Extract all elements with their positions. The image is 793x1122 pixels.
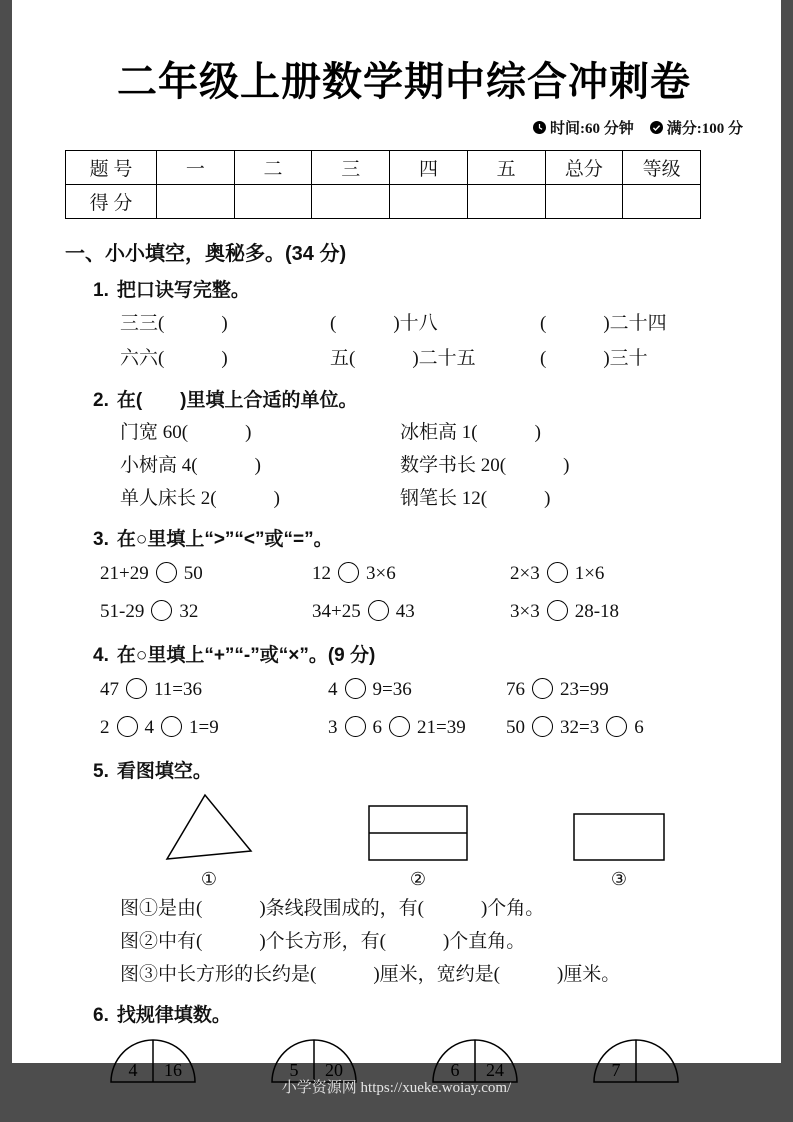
unit-blank-text: 单人床长 2( ) (120, 488, 280, 509)
figure-2-label: ② (409, 869, 427, 889)
part-a: 50 (506, 717, 525, 738)
left-expression: 51-29 (100, 601, 145, 622)
fill-blank-text: ( )十八 (330, 313, 438, 334)
left-expression: 76 (506, 679, 525, 700)
operator-item (100, 709, 328, 747)
part-c: 1=9 (189, 717, 219, 738)
right-expression: 50 (183, 563, 203, 584)
part-b: 6 (372, 717, 382, 738)
question-1 (65, 275, 743, 376)
question-text: 看图填空。 (116, 761, 212, 782)
part-b: 4 (144, 717, 154, 738)
question-5 (65, 756, 743, 991)
right-expression: 3×6 (366, 563, 396, 584)
footer (0, 1063, 793, 1122)
header-cell-grade: 等级 (623, 151, 701, 185)
section-1-heading: 一、小小填空，奥秘多。(34 分) (65, 243, 347, 265)
clock-icon (533, 121, 546, 134)
semicircle-left-value: 6 (450, 1060, 460, 1080)
q2-row-2 (120, 449, 743, 482)
score-table (65, 150, 701, 219)
header-cell-2: 二 (234, 151, 312, 185)
figure-3-label: ③ (610, 869, 628, 889)
left-expression: 12 (312, 563, 331, 584)
divided-rectangle-shape (368, 805, 468, 861)
semicircle-right-value: 20 (325, 1060, 343, 1080)
part-c: 21=39 (417, 717, 466, 738)
time-text: 时间:60 分钟 (550, 121, 634, 137)
unit-blank-text: 冰柜高 1( ) (400, 422, 541, 443)
q2-row-1 (120, 416, 743, 449)
q5-line-3: 图③中长方形的长约是( )厘米，宽约是( )厘米。 (120, 964, 621, 985)
question-5-stem (93, 756, 743, 783)
time-info (533, 117, 634, 138)
exam-sheet (12, 0, 781, 1080)
question-text: 把口诀写完整。 (116, 280, 250, 301)
left-expression: 3×3 (510, 601, 540, 622)
question-number: 1. (93, 280, 109, 301)
answer-circle (338, 562, 359, 583)
operator-item (328, 709, 506, 747)
full-score-info (650, 117, 743, 138)
question-number: 6. (93, 1005, 109, 1026)
rectangle-shape (573, 813, 665, 861)
score-table-header-row (66, 151, 701, 185)
part-a: 3 (328, 717, 338, 738)
check-icon (650, 121, 663, 134)
right-expression: 9=36 (372, 679, 412, 700)
header-cell-4: 四 (390, 151, 468, 185)
q5-line-2: 图②中有( )个长方形，有( )个直角。 (120, 931, 526, 952)
unit-blank-text: 数学书长 20( ) (400, 455, 570, 476)
right-expression: 32 (179, 601, 199, 622)
header-cell-5: 五 (467, 151, 545, 185)
operator-item (506, 709, 743, 747)
score-empty-cell (623, 185, 701, 219)
unit-blank-text: 钢笔长 12( ) (400, 488, 551, 509)
fill-blank-text: 三三( ) (120, 313, 228, 334)
semicircle-right-value: 16 (164, 1060, 182, 1080)
question-2-stem (93, 385, 743, 412)
q5-line-1: 图①是由( )条线段围成的，有( )个角。 (120, 898, 545, 919)
figure-1-label: ① (200, 869, 218, 889)
footer-text: 小学资源网 https://xueke.woiay.com/ (281, 1080, 512, 1096)
q2-row-3 (120, 482, 743, 515)
answer-circle (151, 600, 172, 621)
q3-row-2 (100, 593, 743, 631)
q4-row-1 (100, 671, 743, 709)
part-c: 6 (634, 717, 644, 738)
question-4 (65, 640, 743, 747)
operator-circle (345, 678, 366, 699)
question-text: 找规律填数。 (116, 1005, 231, 1026)
header-cell-1: 一 (157, 151, 235, 185)
header-cell-total: 总分 (545, 151, 623, 185)
question-number: 4. (93, 645, 109, 666)
question-2 (65, 385, 743, 515)
operator-item (328, 671, 506, 709)
left-expression: 4 (328, 679, 338, 700)
left-expression: 34+25 (312, 601, 361, 622)
comparison-item (510, 593, 743, 631)
answer-circle (156, 562, 177, 583)
left-expression: 47 (100, 679, 119, 700)
operator-circle (389, 716, 410, 737)
q1-line-2 (120, 341, 743, 376)
operator-circle (126, 678, 147, 699)
unit-blank-text: 门宽 60( ) (120, 422, 252, 443)
answer-circle (547, 600, 568, 621)
semicircle-left-value: 7 (611, 1060, 621, 1080)
fill-blank-text: ( )三十 (540, 348, 648, 369)
question-3-stem (93, 524, 743, 551)
score-row (66, 185, 701, 219)
question-text: 在○里填上“>”“<”或“=”。 (116, 529, 333, 550)
figure-1 (165, 793, 253, 890)
full-score-text: 满分:100 分 (666, 121, 743, 137)
operator-circle (532, 678, 553, 699)
question-number: 3. (93, 529, 109, 550)
semicircle-right-value: 24 (486, 1060, 504, 1080)
q5-figures (165, 793, 743, 890)
figure-3 (573, 813, 665, 890)
left-expression: 2×3 (510, 563, 540, 584)
question-text: 在○里填上“+”“-”或“×”。(9 分) (116, 645, 376, 666)
operator-item (100, 671, 328, 709)
q3-row-1 (100, 555, 743, 593)
right-expression: 23=99 (560, 679, 609, 700)
comparison-item (510, 555, 743, 593)
comparison-item (100, 555, 312, 593)
operator-item (506, 671, 743, 709)
semicircle-left-value: 5 (289, 1060, 299, 1080)
header-cell-3: 三 (312, 151, 390, 185)
part-b: 32=3 (560, 717, 600, 738)
right-expression: 28-18 (574, 601, 620, 622)
exam-meta (65, 117, 743, 138)
question-number: 5. (93, 761, 109, 782)
right-expression: 11=36 (154, 679, 203, 700)
comparison-item (312, 555, 510, 593)
answer-circle (368, 600, 389, 621)
comparison-item (100, 593, 312, 631)
semicircle-left-value: 4 (128, 1060, 138, 1080)
figure-2 (368, 805, 468, 890)
question-4-stem (93, 640, 743, 667)
operator-circle (345, 716, 366, 737)
q5-answer-lines (120, 892, 743, 991)
page-title: 二年级上册数学期中综合冲刺卷 (117, 59, 691, 104)
right-expression: 1×6 (574, 563, 605, 584)
triangle-shape (165, 793, 253, 861)
q1-line-1 (120, 306, 743, 341)
score-empty-cell (312, 185, 390, 219)
question-6-stem (93, 1000, 743, 1027)
operator-circle (161, 716, 182, 737)
score-empty-cell (545, 185, 623, 219)
right-expression: 43 (395, 601, 415, 622)
score-empty-cell (467, 185, 545, 219)
comparison-item (312, 593, 510, 631)
fill-blank-text: 六六( ) (120, 348, 228, 369)
question-number: 2. (93, 390, 109, 411)
score-empty-cell (390, 185, 468, 219)
fill-blank-text: ( )二十四 (540, 313, 667, 334)
q4-row-2 (100, 709, 743, 747)
operator-circle (117, 716, 138, 737)
left-expression: 21+29 (100, 563, 149, 584)
fill-blank-text: 五( )二十五 (330, 348, 476, 369)
score-empty-cell (157, 185, 235, 219)
answer-circle (547, 562, 568, 583)
operator-circle (532, 716, 553, 737)
header-cell-question-number: 题 号 (66, 151, 157, 185)
unit-blank-text: 小树高 4( ) (120, 455, 261, 476)
part-a: 2 (100, 717, 110, 738)
score-label-cell: 得 分 (66, 185, 157, 219)
question-text: 在( )里填上合适的单位。 (116, 390, 358, 411)
question-1-stem (93, 275, 743, 302)
score-empty-cell (234, 185, 312, 219)
question-3 (65, 524, 743, 631)
operator-circle (606, 716, 627, 737)
